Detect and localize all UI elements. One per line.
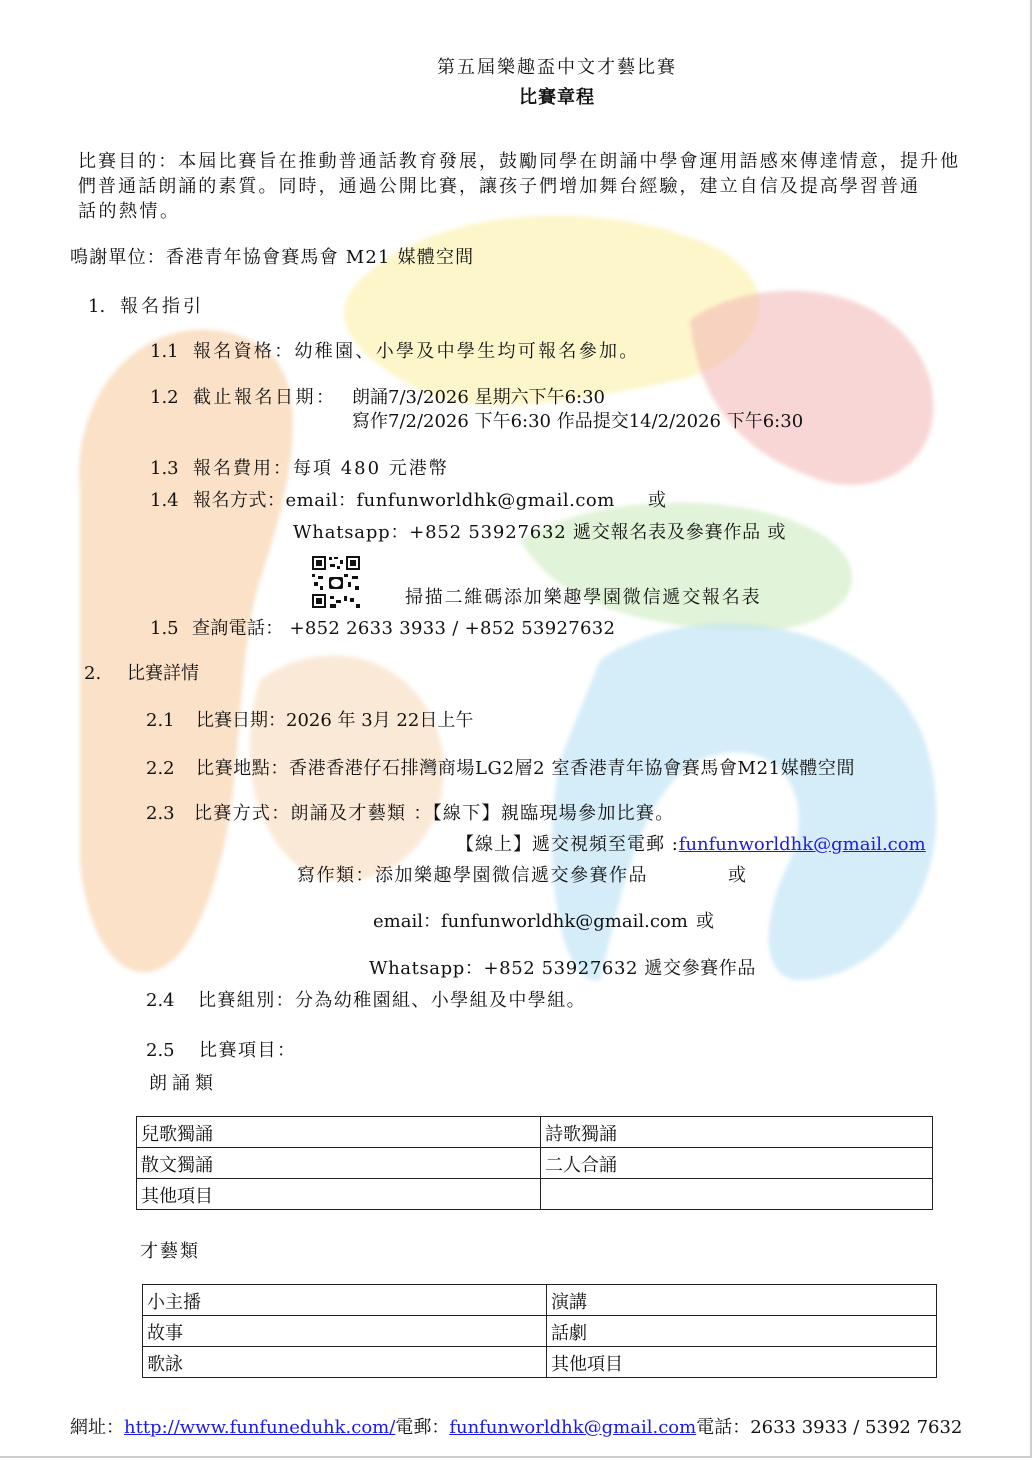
recitation-table <box>136 1116 933 1210</box>
item-2-1-number: 2.1 <box>146 710 175 731</box>
item-2-4-text: 比賽組別：分為幼稚園組、小學組及中學組。 <box>198 990 586 1011</box>
item-2-3-line-5: Whatsapp：+852 53927632 遞交參賽作品 <box>369 958 756 979</box>
item-2-3-line-2 <box>456 833 926 857</box>
qr-caption: 掃描二維碼添加樂趣學園微信遞交報名表 <box>405 587 762 608</box>
item-1-4-number: 1.4 <box>150 490 179 511</box>
item-2-3-line-1: 比賽方式：朗誦及才藝類 ：【線下】親臨現場參加比賽。 <box>194 803 675 824</box>
table-cell <box>541 1179 933 1210</box>
purpose-line-3: 話的熱情。 <box>78 201 181 222</box>
table-row <box>137 1179 933 1210</box>
section-1-number: 1. <box>88 296 106 317</box>
table-cell: 兒歌獨誦 <box>137 1117 541 1148</box>
purpose-line-1: 比賽目的：本屆比賽旨在推動普通話教育發展，鼓勵同學在朗誦中學會運用語感來傳達情意，提升他 <box>78 151 961 172</box>
table-row <box>143 1316 937 1347</box>
table-cell: 詩歌獨誦 <box>541 1117 933 1148</box>
footer-email-label: 電郵： <box>395 1417 450 1438</box>
table-cell: 散文獨誦 <box>137 1148 541 1179</box>
item-2-5-number: 2.5 <box>146 1040 175 1061</box>
item-2-2-text: 比賽地點：香港香港仔石排灣商場LG2層2 室香港青年協會賽馬會M21媒體空間 <box>196 758 856 779</box>
item-2-3-line-4-or: 或 <box>696 911 714 932</box>
item-1-5-text: 查詢電話： +852 2633 3933 / +852 53927632 <box>192 618 616 639</box>
footer-email-link[interactable]: funfunworldhk@gmail.com <box>449 1417 697 1438</box>
table-cell: 故事 <box>143 1316 547 1347</box>
item-1-2-line-2: 寫作7/2/2026 下午6:30 作品提交14/2/2026 下午6:30 <box>352 411 804 432</box>
talent-heading: 才藝類 <box>140 1241 200 1262</box>
footer <box>70 1416 962 1440</box>
item-1-5-number: 1.5 <box>150 618 179 639</box>
table-cell: 演講 <box>547 1285 937 1316</box>
table-row <box>137 1148 933 1179</box>
item-1-2-number: 1.2 <box>150 387 179 408</box>
table-cell: 歌詠 <box>143 1347 547 1378</box>
item-2-4-number: 2.4 <box>146 990 175 1011</box>
talent-table <box>142 1284 937 1378</box>
item-1-4-line-1: 報名方式：email：funfunworldhk@gmail.com <box>193 490 615 511</box>
table-cell: 小主播 <box>143 1285 547 1316</box>
item-2-1-text: 比賽日期：2026 年 3月 22日上午 <box>196 710 474 731</box>
item-1-2-line-1: 朗誦7/3/2026 星期六下午6:30 <box>352 387 605 408</box>
item-1-3-text: 報名費用：每項 480 元港幣 <box>193 458 449 479</box>
table-cell: 其他項目 <box>137 1179 541 1210</box>
table-row <box>143 1285 937 1316</box>
item-1-1-text: 報名資格：幼稚園、小學及中學生均可報名參加。 <box>193 341 640 362</box>
item-2-5-text: 比賽項目： <box>199 1040 297 1061</box>
section-2-title: 比賽詳情 <box>127 663 199 684</box>
item-1-2-label: 截止報名日期： <box>193 387 337 408</box>
online-submission-label: 【線上】遞交視頻至電郵 : <box>456 834 679 855</box>
item-2-2-number: 2.2 <box>146 758 175 779</box>
document-subtitle: 比賽章程 <box>519 87 595 108</box>
item-1-1-number: 1.1 <box>150 341 179 362</box>
table-cell: 二人合誦 <box>541 1148 933 1179</box>
item-1-4-or: 或 <box>648 490 666 511</box>
section-1-title: 報名指引 <box>120 296 204 317</box>
recitation-heading: 朗誦類 <box>149 1073 218 1094</box>
item-1-3-number: 1.3 <box>150 458 179 479</box>
document-title: 第五屆樂趣盃中文才藝比賽 <box>437 57 677 78</box>
item-2-3-number: 2.3 <box>146 803 175 824</box>
online-submission-email-link[interactable]: funfunworldhk@gmail.com <box>678 834 926 855</box>
purpose-line-2: 們普通話朗誦的素質。同時，通過公開比賽，讓孩子們增加舞台經驗，建立自信及提高學習普通 <box>78 176 921 197</box>
section-2-number: 2. <box>84 663 102 684</box>
table-cell: 其他項目 <box>547 1347 937 1378</box>
table-cell: 話劇 <box>547 1316 937 1347</box>
table-row <box>143 1347 937 1378</box>
item-1-4-line-2: Whatsapp：+852 53927632 遞交報名表及參賽作品 或 <box>293 522 787 543</box>
footer-website-link[interactable]: http://www.funfuneduhk.com/ <box>124 1417 396 1438</box>
table-row <box>137 1117 933 1148</box>
item-2-3-line-4: email：funfunworldhk@gmail.com <box>373 911 688 932</box>
acknowledgement: 鳴謝單位：香港青年協會賽馬會 M21 媒體空間 <box>70 247 475 268</box>
footer-website-label: 網址： <box>70 1417 124 1438</box>
item-2-3-line-3-or: 或 <box>728 865 746 886</box>
item-2-3-line-3: 寫作類：添加樂趣學園微信遞交參賽作品 <box>297 865 648 886</box>
qr-code-icon <box>300 552 370 614</box>
footer-phone: 電話：2633 3933 / 5392 7632 <box>696 1417 963 1438</box>
